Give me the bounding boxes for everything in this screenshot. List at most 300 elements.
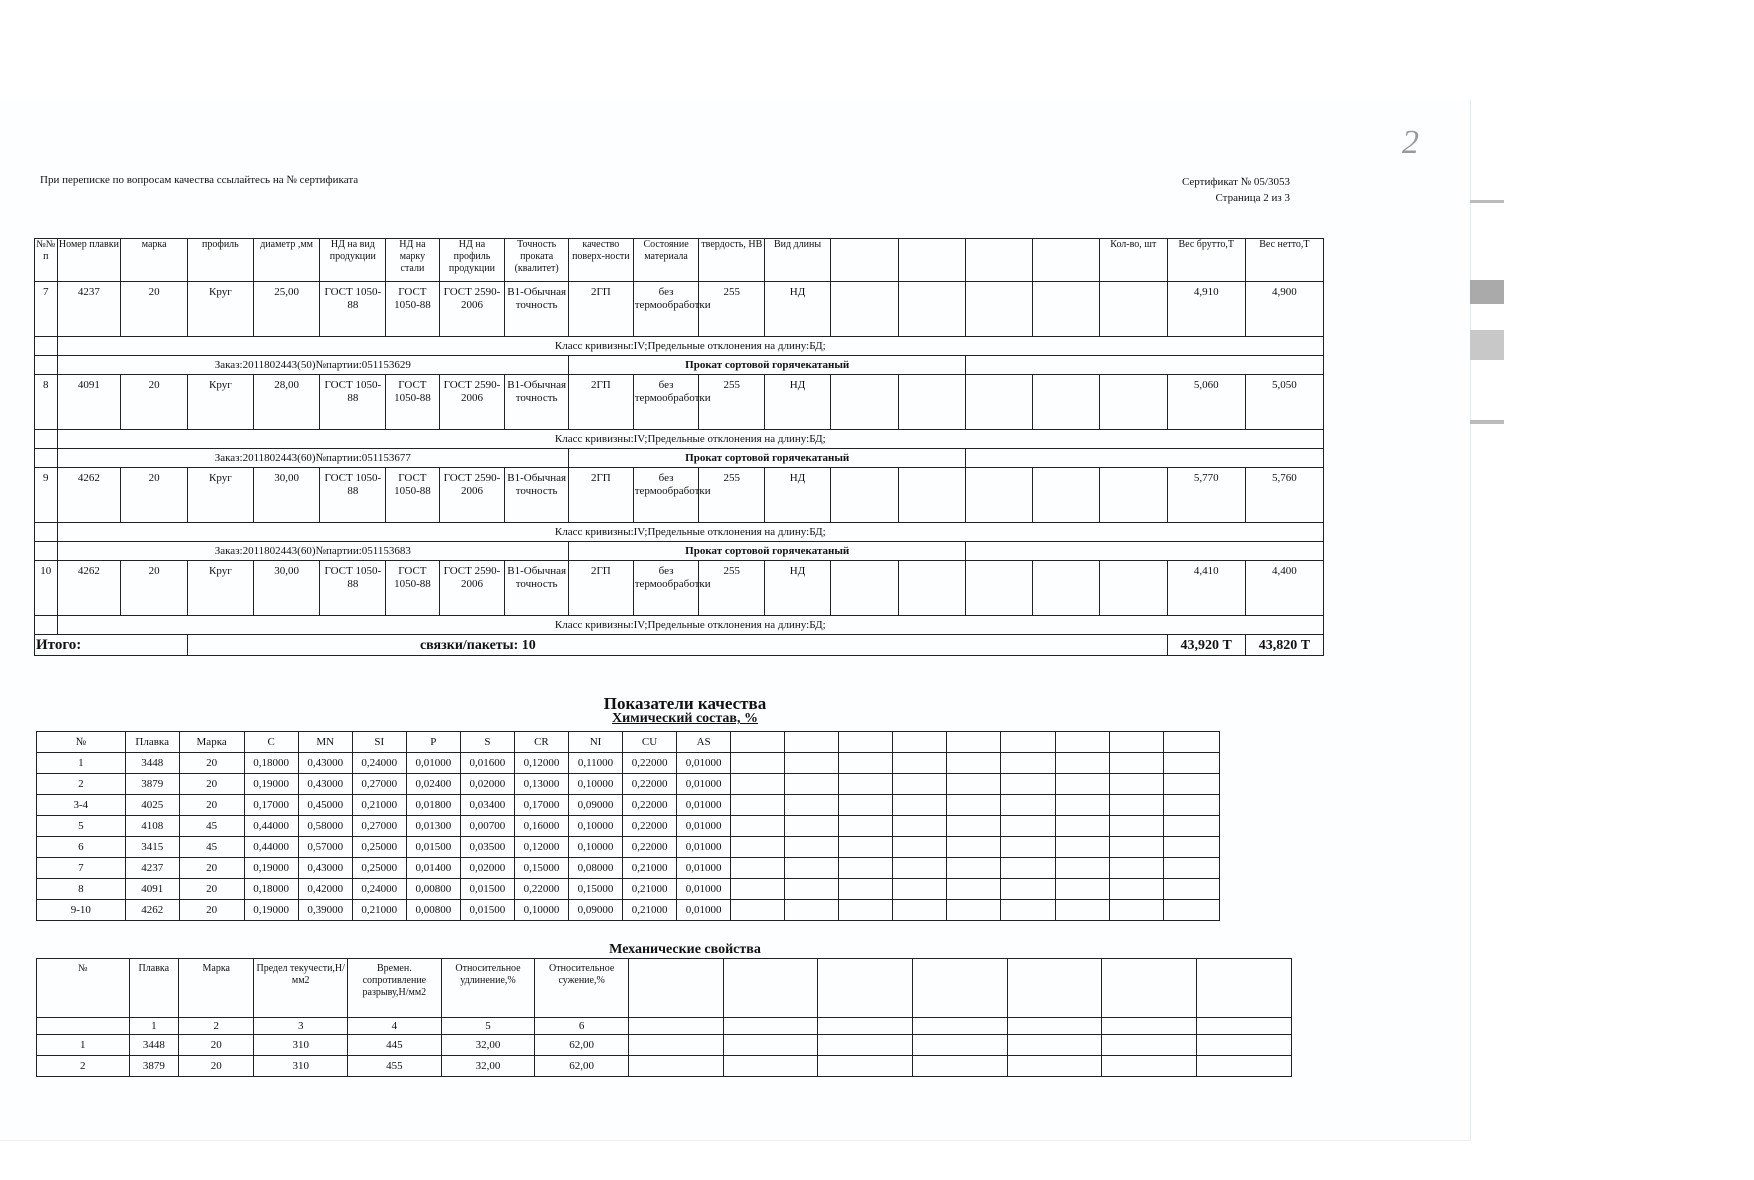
empty-cell — [731, 879, 785, 900]
chem-cell: 0,21000 — [623, 858, 677, 879]
spacer-cell — [35, 449, 58, 468]
empty-cell — [898, 375, 966, 430]
chem-cell: 0,00800 — [406, 900, 460, 921]
chem-cell: 7 — [37, 858, 126, 879]
empty-cell — [1197, 1018, 1292, 1035]
chem-column-header: CU — [623, 732, 677, 753]
cell-net: 5,050 — [1245, 375, 1323, 430]
chem-cell: 0,22000 — [623, 816, 677, 837]
empty-cell — [1109, 858, 1163, 879]
cell-n: 9 — [35, 468, 58, 523]
empty-cell — [1163, 816, 1219, 837]
empty-cell — [1109, 753, 1163, 774]
chem-cell: 0,01600 — [460, 753, 514, 774]
cell-state: без термообработки — [633, 561, 699, 616]
chem-cell: 0,03500 — [460, 837, 514, 858]
chemical-table — [36, 731, 1220, 921]
mech-index-cell: 3 — [254, 1018, 348, 1035]
cell-surface: 2ГП — [569, 375, 634, 430]
empty-cell — [1033, 282, 1100, 337]
chem-cell: 0,24000 — [352, 879, 406, 900]
empty-cell — [1197, 1056, 1292, 1077]
empty-cell — [893, 732, 947, 753]
cell-n: 10 — [35, 561, 58, 616]
chem-column-header: № — [37, 732, 126, 753]
empty-cell — [893, 816, 947, 837]
cell-net: 4,900 — [1245, 282, 1323, 337]
chem-cell: 0,12000 — [514, 753, 568, 774]
empty-cell — [1055, 753, 1109, 774]
scan-artifact — [1470, 280, 1504, 304]
empty-cell — [1055, 837, 1109, 858]
empty-cell — [947, 879, 1001, 900]
table-row — [35, 282, 1324, 337]
empty-cell — [839, 795, 893, 816]
empty-cell — [947, 774, 1001, 795]
curvature-note: Класс кривизны:IV;Предельные отклонения на длину:БД; — [57, 523, 1323, 542]
empty-cell — [1109, 795, 1163, 816]
empty-cell — [839, 837, 893, 858]
chem-cell: 0,15000 — [568, 879, 622, 900]
empty-cell — [785, 795, 839, 816]
empty-cell — [785, 774, 839, 795]
empty-cell — [785, 858, 839, 879]
cell-grade: 20 — [121, 561, 188, 616]
cell-nd-grade: ГОСТ 1050-88 — [386, 468, 439, 523]
note-row — [35, 523, 1324, 542]
empty-cell — [1163, 732, 1219, 753]
empty-cell — [913, 1056, 1008, 1077]
empty-cell — [785, 879, 839, 900]
chem-cell: 0,01000 — [677, 858, 731, 879]
empty-cell — [947, 837, 1001, 858]
cell-heat: 4237 — [57, 282, 121, 337]
chem-row — [37, 774, 1220, 795]
chem-cell: 6 — [37, 837, 126, 858]
empty-cell — [628, 1035, 723, 1056]
cell-gross: 4,910 — [1167, 282, 1245, 337]
cell-accuracy: В1-Обычная точность — [505, 375, 569, 430]
cell-surface: 2ГП — [569, 282, 634, 337]
chem-column-header: CR — [514, 732, 568, 753]
spacer-cell — [35, 337, 58, 356]
chem-cell: 0,01500 — [406, 837, 460, 858]
empty-cell — [839, 858, 893, 879]
chem-cell: 20 — [179, 858, 244, 879]
empty-cell — [1001, 900, 1055, 921]
empty-cell — [1102, 1035, 1197, 1056]
chem-cell: 1 — [37, 753, 126, 774]
cell-qty — [1099, 375, 1167, 430]
empty-cell — [830, 375, 898, 430]
chem-cell: 8 — [37, 879, 126, 900]
empty-cell — [1197, 959, 1292, 1018]
chem-cell: 0,43000 — [298, 858, 352, 879]
cell-profile: Круг — [188, 375, 254, 430]
empty-cell — [893, 837, 947, 858]
cell-nd-type: ГОСТ 1050-88 — [320, 468, 386, 523]
cell-hardness: 255 — [699, 375, 765, 430]
chem-cell: 3-4 — [37, 795, 126, 816]
page-number: Страница 2 из 3 — [1215, 192, 1290, 204]
chem-column-header: C — [244, 732, 298, 753]
empty-cell — [1163, 837, 1219, 858]
note-row — [35, 430, 1324, 449]
column-header: профиль — [188, 239, 254, 282]
chem-cell: 0,25000 — [352, 858, 406, 879]
mech-cell: 310 — [254, 1056, 348, 1077]
mech-column-header: Плавка — [129, 959, 179, 1018]
chem-cell: 4108 — [125, 816, 179, 837]
empty-cell — [731, 795, 785, 816]
chem-cell: 20 — [179, 795, 244, 816]
table-row — [35, 468, 1324, 523]
empty-cell — [723, 959, 818, 1018]
cell-hardness: 255 — [699, 282, 765, 337]
chem-cell: 45 — [179, 837, 244, 858]
chem-cell: 0,43000 — [298, 774, 352, 795]
chem-row — [37, 837, 1220, 858]
cell-hardness: 255 — [699, 561, 765, 616]
chem-cell: 9-10 — [37, 900, 126, 921]
mech-header-row — [37, 959, 1292, 1018]
chem-cell: 0,01000 — [677, 837, 731, 858]
chem-cell: 0,02400 — [406, 774, 460, 795]
chem-cell: 45 — [179, 816, 244, 837]
empty-cell — [1007, 1035, 1102, 1056]
empty-cell — [1033, 375, 1100, 430]
empty-cell — [893, 900, 947, 921]
empty-cell — [1055, 879, 1109, 900]
chem-cell: 0,21000 — [623, 879, 677, 900]
mech-cell: 20 — [179, 1035, 254, 1056]
mech-cell: 32,00 — [441, 1056, 535, 1077]
mech-cell: 3448 — [129, 1035, 179, 1056]
cell-accuracy: В1-Обычная точность — [505, 561, 569, 616]
chem-cell: 0,02000 — [460, 858, 514, 879]
mech-column-header: Относительное удлинение,% — [441, 959, 535, 1018]
empty-cell — [947, 858, 1001, 879]
mech-cell: 2 — [37, 1056, 130, 1077]
mech-cell: 455 — [348, 1056, 442, 1077]
chem-cell: 4262 — [125, 900, 179, 921]
curvature-note: Класс кривизны:IV;Предельные отклонения на длину:БД; — [57, 337, 1323, 356]
empty-cell — [818, 1035, 913, 1056]
empty-cell — [1109, 837, 1163, 858]
chem-cell: 0,01500 — [460, 900, 514, 921]
chem-column-header: SI — [352, 732, 406, 753]
chem-column-header: S — [460, 732, 514, 753]
mech-index-cell: 1 — [129, 1018, 179, 1035]
cell-grade: 20 — [121, 468, 188, 523]
mech-cell: 445 — [348, 1035, 442, 1056]
order-row — [35, 542, 1324, 561]
chem-cell: 0,15000 — [514, 858, 568, 879]
chem-column-header: P — [406, 732, 460, 753]
product-type: Прокат сортовой горячекатаный — [569, 449, 966, 468]
chem-cell: 0,43000 — [298, 753, 352, 774]
order-info: Заказ:2011802443(50)№партии:051153629 — [57, 356, 568, 375]
empty-cell — [1109, 900, 1163, 921]
cell-nd-type: ГОСТ 1050-88 — [320, 561, 386, 616]
empty-cell — [1163, 795, 1219, 816]
empty-cell — [1109, 774, 1163, 795]
chem-cell: 0,01000 — [677, 900, 731, 921]
column-header: твердость, НВ — [699, 239, 765, 282]
chem-cell: 0,27000 — [352, 816, 406, 837]
product-type: Прокат сортовой горячекатаный — [569, 542, 966, 561]
chem-cell: 0,42000 — [298, 879, 352, 900]
note-row — [35, 337, 1324, 356]
chem-cell: 0,01000 — [677, 795, 731, 816]
chem-cell: 0,44000 — [244, 837, 298, 858]
cell-length: НД — [765, 468, 831, 523]
chem-cell: 0,21000 — [352, 795, 406, 816]
chem-cell: 0,10000 — [568, 774, 622, 795]
empty-cell — [628, 1056, 723, 1077]
bundles-count: связки/пакеты: 10 — [188, 635, 1168, 656]
chem-cell: 0,57000 — [298, 837, 352, 858]
column-header: №№ п — [35, 239, 58, 282]
cell-grade: 20 — [121, 282, 188, 337]
chem-cell: 0,10000 — [568, 816, 622, 837]
column-header: НД на марку стали — [386, 239, 439, 282]
chemical-title: Химический состав, % — [611, 711, 758, 726]
order-row — [35, 449, 1324, 468]
chem-cell: 0,22000 — [623, 795, 677, 816]
empty-cell — [1055, 858, 1109, 879]
cell-nd-grade: ГОСТ 1050-88 — [386, 282, 439, 337]
empty-cell — [898, 561, 966, 616]
chem-cell: 0,44000 — [244, 816, 298, 837]
order-row — [35, 356, 1324, 375]
chem-cell: 20 — [179, 900, 244, 921]
chem-cell: 4025 — [125, 795, 179, 816]
mech-cell: 32,00 — [441, 1035, 535, 1056]
chem-column-header: Плавка — [125, 732, 179, 753]
empty-cell — [893, 858, 947, 879]
chem-column-header: Марка — [179, 732, 244, 753]
empty-cell — [723, 1018, 818, 1035]
chem-cell: 0,08000 — [568, 858, 622, 879]
chem-column-header: MN — [298, 732, 352, 753]
column-header: Номер плавки — [57, 239, 121, 282]
cell-nd-profile: ГОСТ 2590-2006 — [439, 282, 505, 337]
table-row — [35, 561, 1324, 616]
empty-cell — [1163, 900, 1219, 921]
column-header: Состояние материала — [633, 239, 699, 282]
empty-cell — [628, 1018, 723, 1035]
mech-cell: 20 — [179, 1056, 254, 1077]
column-header: НД на вид продукции — [320, 239, 386, 282]
chem-cell: 0,19000 — [244, 900, 298, 921]
product-type: Прокат сортовой горячекатаный — [569, 356, 966, 375]
chem-cell: 0,19000 — [244, 774, 298, 795]
column-header: марка — [121, 239, 188, 282]
curvature-note: Класс кривизны:IV;Предельные отклонения на длину:БД; — [57, 616, 1323, 635]
total-label: Итого: — [35, 635, 188, 656]
empty-cell — [723, 1035, 818, 1056]
empty-cell — [1109, 732, 1163, 753]
cell-nd-profile: ГОСТ 2590-2006 — [439, 468, 505, 523]
cell-n: 8 — [35, 375, 58, 430]
cell-length: НД — [765, 375, 831, 430]
empty-cell — [913, 959, 1008, 1018]
total-row — [35, 635, 1324, 656]
empty-cell — [913, 1035, 1008, 1056]
empty-cell — [839, 753, 893, 774]
cell-surface: 2ГП — [569, 561, 634, 616]
empty-cell — [731, 900, 785, 921]
chem-cell: 20 — [179, 879, 244, 900]
empty-cell — [898, 282, 966, 337]
cell-net: 4,400 — [1245, 561, 1323, 616]
note-row — [35, 616, 1324, 635]
empty-cell — [1001, 774, 1055, 795]
empty-cell — [818, 1018, 913, 1035]
empty-cell — [1163, 753, 1219, 774]
empty-cell — [1001, 732, 1055, 753]
empty-cell — [1163, 858, 1219, 879]
empty-cell — [818, 1056, 913, 1077]
empty-cell — [1055, 816, 1109, 837]
empty-cell — [785, 900, 839, 921]
mech-cell: 62,00 — [535, 1035, 629, 1056]
empty-cell — [1109, 816, 1163, 837]
empty-cell — [1163, 879, 1219, 900]
chem-cell: 0,27000 — [352, 774, 406, 795]
chem-column-header: AS — [677, 732, 731, 753]
chem-column-header: NI — [568, 732, 622, 753]
cell-n: 7 — [35, 282, 58, 337]
chem-cell: 0,17000 — [514, 795, 568, 816]
chem-cell: 20 — [179, 753, 244, 774]
spacer-cell — [35, 430, 58, 449]
chem-cell: 0,09000 — [568, 900, 622, 921]
mech-cell: 310 — [254, 1035, 348, 1056]
chem-cell: 0,19000 — [244, 858, 298, 879]
empty-cell — [785, 732, 839, 753]
cell-nd-grade: ГОСТ 1050-88 — [386, 561, 439, 616]
empty-cell — [1033, 561, 1100, 616]
column-header — [898, 239, 966, 282]
cell-net: 5,760 — [1245, 468, 1323, 523]
empty-cell — [785, 816, 839, 837]
cell-heat: 4091 — [57, 375, 121, 430]
empty-cell — [785, 753, 839, 774]
cell-diameter: 28,00 — [253, 375, 320, 430]
chem-cell: 0,01000 — [677, 816, 731, 837]
mech-index-cell — [37, 1018, 130, 1035]
chem-cell: 0,58000 — [298, 816, 352, 837]
chem-cell: 0,22000 — [623, 774, 677, 795]
chem-cell: 0,01800 — [406, 795, 460, 816]
cell-heat: 4262 — [57, 468, 121, 523]
chem-cell: 0,00800 — [406, 879, 460, 900]
cell-nd-type: ГОСТ 1050-88 — [320, 375, 386, 430]
column-header: Точность проката (квалитет) — [505, 239, 569, 282]
cell-gross: 5,770 — [1167, 468, 1245, 523]
empty-cell — [1007, 1018, 1102, 1035]
mech-index-row — [37, 1018, 1292, 1035]
cell-nd-grade: ГОСТ 1050-88 — [386, 375, 439, 430]
empty-cell — [947, 900, 1001, 921]
empty-cell — [830, 282, 898, 337]
empty-cell — [1197, 1035, 1292, 1056]
spacer-cell — [35, 616, 58, 635]
empty-cell — [1007, 1056, 1102, 1077]
page-mark: 2 — [1402, 124, 1419, 161]
chem-row — [37, 900, 1220, 921]
mechanical-title: Механические свойства — [609, 942, 761, 957]
mech-cell: 3879 — [129, 1056, 179, 1077]
empty-cell — [913, 1018, 1008, 1035]
column-header: Вид длины — [765, 239, 831, 282]
cell-nd-type: ГОСТ 1050-88 — [320, 282, 386, 337]
chem-cell: 0,24000 — [352, 753, 406, 774]
chem-cell: 0,02000 — [460, 774, 514, 795]
chem-cell: 0,01500 — [460, 879, 514, 900]
shipment-table — [34, 238, 1324, 656]
empty-cell — [1001, 753, 1055, 774]
empty-cell — [1102, 1056, 1197, 1077]
chem-header-row — [37, 732, 1220, 753]
chem-cell: 0,12000 — [514, 837, 568, 858]
empty-cell — [1102, 959, 1197, 1018]
chem-cell: 0,03400 — [460, 795, 514, 816]
chem-cell: 0,01300 — [406, 816, 460, 837]
chem-cell: 4091 — [125, 879, 179, 900]
mech-column-header: Времен. сопротивление разрыву,Н/мм2 — [348, 959, 442, 1018]
scan-artifact — [1470, 420, 1504, 424]
chem-cell: 5 — [37, 816, 126, 837]
column-header: качество поверх-ности — [569, 239, 634, 282]
spacer-cell — [35, 523, 58, 542]
cell-profile: Круг — [188, 468, 254, 523]
cell-diameter: 25,00 — [253, 282, 320, 337]
empty-cell — [731, 837, 785, 858]
column-header — [830, 239, 898, 282]
cell-accuracy: В1-Обычная точность — [505, 468, 569, 523]
cell-state: без термообработки — [633, 375, 699, 430]
chem-cell: 3448 — [125, 753, 179, 774]
chem-cell: 0,22000 — [514, 879, 568, 900]
cell-grade: 20 — [121, 375, 188, 430]
spacer-cell — [966, 449, 1324, 468]
chem-cell: 0,22000 — [623, 837, 677, 858]
chem-cell: 0,13000 — [514, 774, 568, 795]
empty-cell — [1001, 837, 1055, 858]
column-header — [1033, 239, 1100, 282]
chem-cell: 0,39000 — [298, 900, 352, 921]
column-header: диаметр ,мм — [253, 239, 320, 282]
chem-cell: 0,01400 — [406, 858, 460, 879]
empty-cell — [966, 561, 1033, 616]
empty-cell — [839, 732, 893, 753]
cell-profile: Круг — [188, 561, 254, 616]
cell-gross: 4,410 — [1167, 561, 1245, 616]
empty-cell — [893, 774, 947, 795]
cell-qty — [1099, 561, 1167, 616]
curvature-note: Класс кривизны:IV;Предельные отклонения на длину:БД; — [57, 430, 1323, 449]
empty-cell — [893, 879, 947, 900]
chem-cell: 0,22000 — [623, 753, 677, 774]
cell-hardness: 255 — [699, 468, 765, 523]
cell-diameter: 30,00 — [253, 468, 320, 523]
empty-cell — [893, 753, 947, 774]
cell-length: НД — [765, 282, 831, 337]
cell-nd-profile: ГОСТ 2590-2006 — [439, 375, 505, 430]
